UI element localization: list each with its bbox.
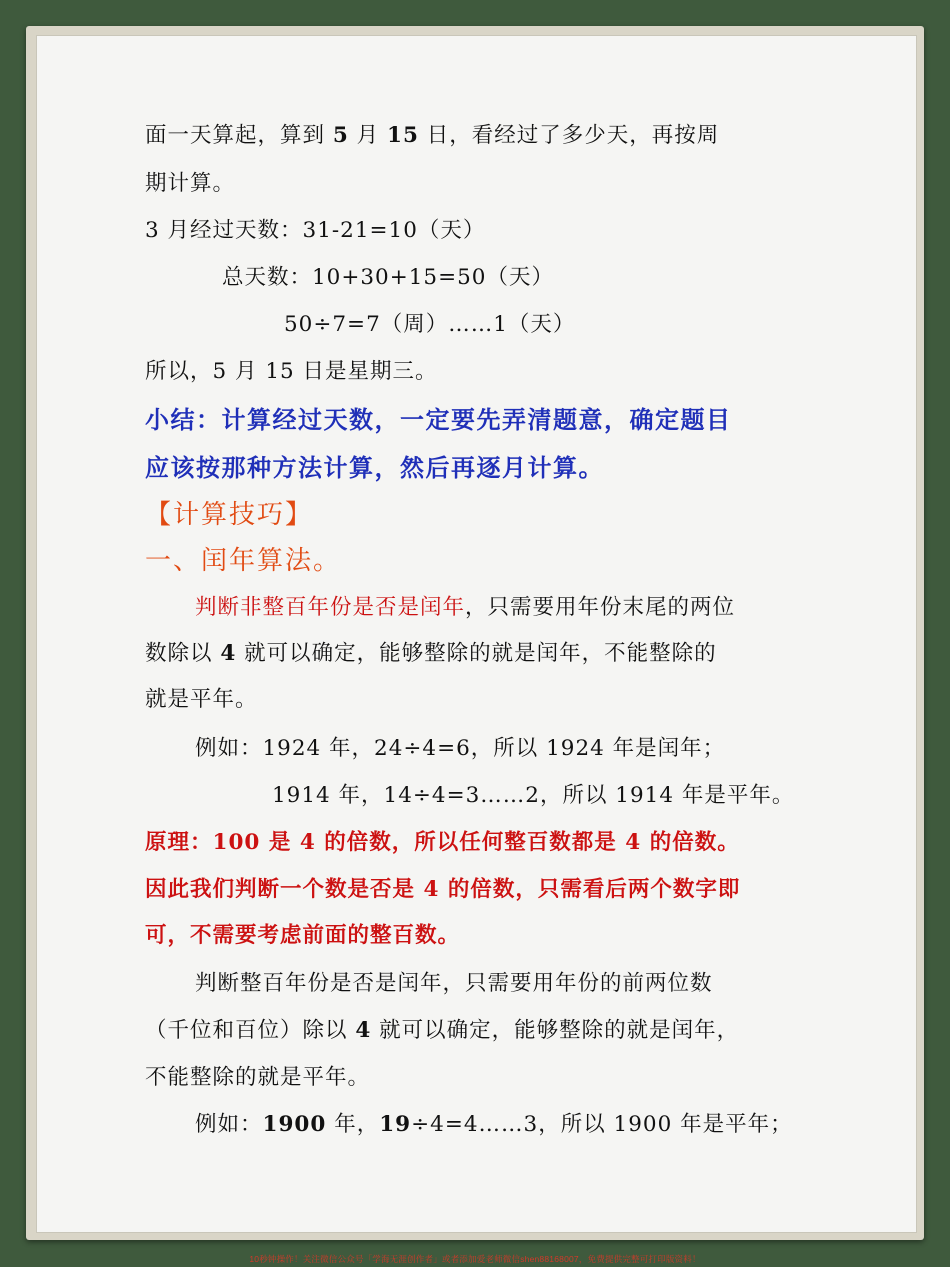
text-segment: （千位和百位）除以 xyxy=(145,1018,356,1043)
division-line: 50÷7=7（周）……1（天） xyxy=(284,312,576,337)
number-15: 15 xyxy=(386,123,419,148)
paragraph-2-line-2 xyxy=(145,1013,739,1044)
summary-line-2: 应该按那种方法计算，然后再逐月计算。 xyxy=(145,453,604,482)
highlight-text: 判断非整百年份是否是闰年 xyxy=(195,595,466,620)
conclusion-line: 所以，5 月 15 日是星期三。 xyxy=(145,359,438,384)
text-segment: ÷4=4……3，所以 1900 年是平年； xyxy=(411,1112,793,1137)
text-segment: 面一天算起，算到 xyxy=(145,123,333,148)
text-segment: 年， xyxy=(326,1112,380,1137)
text-segment: 月 xyxy=(348,123,387,148)
paragraph-1-line-3: 就是平年。 xyxy=(145,687,258,712)
number-5: 5 xyxy=(332,123,349,148)
paragraph-1-line-1 xyxy=(195,590,735,621)
example-1914: 1914 年，14÷4=3……2，所以 1914 年是平年。 xyxy=(272,783,795,808)
text-segment: 数除以 xyxy=(145,641,221,666)
total-days-line: 总天数：10+30+15=50（天） xyxy=(222,265,554,290)
example-1924: 例如：1924 年，24÷4=6，所以 1924 年是闰年； xyxy=(195,736,726,761)
text-segment: 就可以确定，能够整除的就是闰年， xyxy=(371,1018,740,1043)
number-4: 4 xyxy=(220,641,237,666)
summary-line-1: 小结：计算经过天数，一定要先弄清题意，确定题目 xyxy=(145,405,732,434)
paragraph-1-line-2 xyxy=(145,636,717,667)
paragraph-2-line-1: 判断整百年份是否是闰年，只需要用年份的前两位数 xyxy=(195,971,713,996)
text-line-1 xyxy=(145,118,719,149)
number-19: 19 xyxy=(379,1112,412,1137)
heading-leap-year: 一、闰年算法。 xyxy=(145,546,342,576)
march-days-line: 3 月经过天数：31-21=10（天） xyxy=(145,218,486,243)
section-title: 【计算技巧】 xyxy=(145,500,314,530)
principle-line-2: 因此我们判断一个数是否是 4 的倍数，只需看后两个数字即 xyxy=(145,877,741,902)
paragraph-2-line-3: 不能整除的就是平年。 xyxy=(145,1065,371,1090)
example-1900 xyxy=(195,1107,793,1138)
text-segment: ，只需要用年份末尾的两位 xyxy=(465,595,736,620)
text-line-2: 期计算。 xyxy=(145,171,236,196)
principle-line-3: 可，不需要考虑前面的整百数。 xyxy=(145,923,461,948)
number-1900: 1900 xyxy=(262,1112,327,1137)
footer-notice: 10秒钟操作！关注微信公众号「学海无涯创作者」或者添加爱老师微信shen88168007，免费提供完整可打印版资料！ xyxy=(249,1254,701,1264)
text-segment: 就可以确定，能够整除的就是闰年，不能整除的 xyxy=(236,641,717,666)
number-4: 4 xyxy=(355,1018,372,1043)
text-segment: 日，看经过了多少天，再按周 xyxy=(418,123,720,148)
text-segment: 例如： xyxy=(195,1112,263,1137)
principle-line-1: 原理：100 是 4 的倍数，所以任何整百数都是 4 的倍数。 xyxy=(145,830,740,855)
